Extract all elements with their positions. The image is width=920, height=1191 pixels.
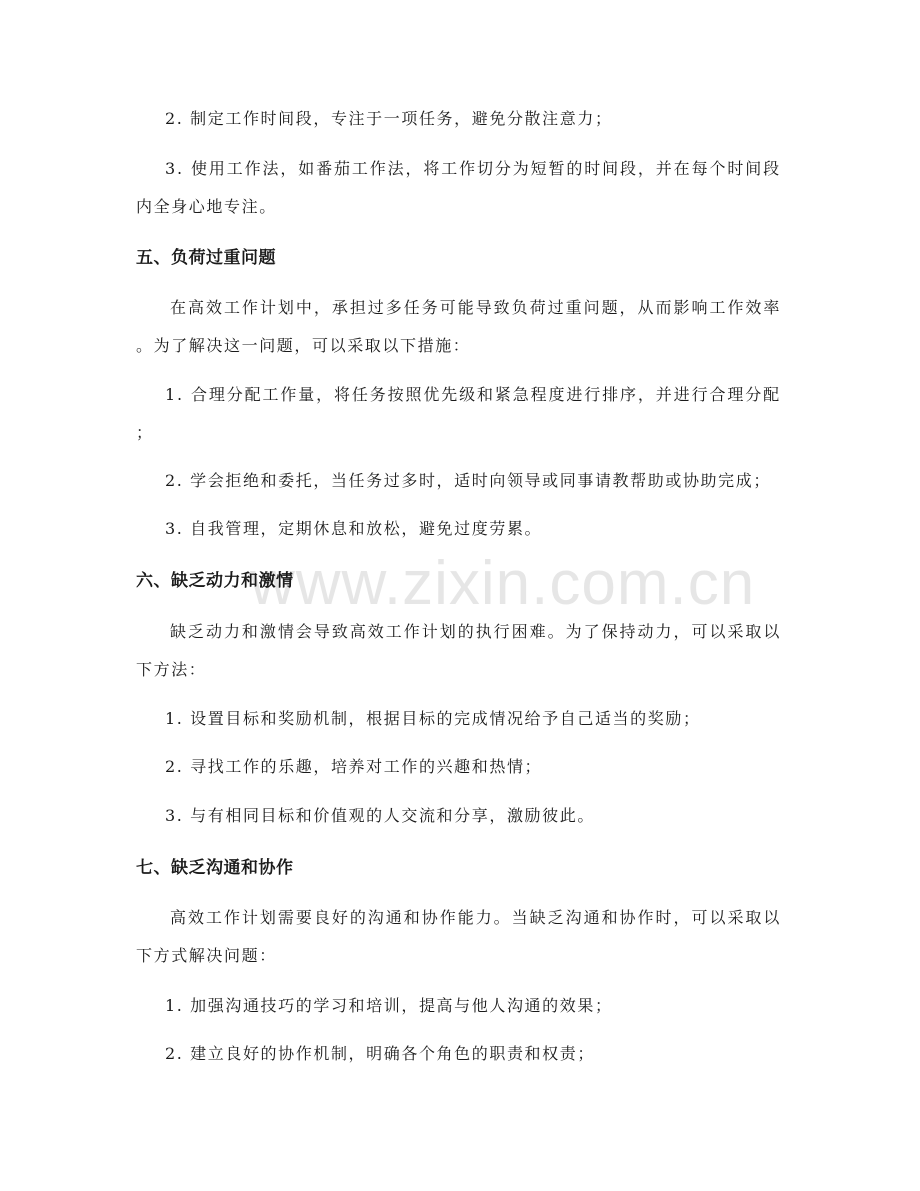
paragraph-line: 3. 使用工作法，如番茄工作法，将工作切分为短暂的时间段，并在每个时间段	[165, 159, 781, 178]
section-heading: 五、负荷过重问题	[136, 248, 276, 268]
paragraph-line: ；	[136, 423, 154, 442]
paragraph-line: 缺乏动力和激情会导致高效工作计划的执行困难。为了保持动力，可以采取以	[170, 622, 782, 641]
paragraph-line: 下方式解决问题：	[136, 946, 277, 965]
paragraph-line: 高效工作计划需要良好的沟通和协作能力。当缺乏沟通和协作时，可以采取以	[170, 908, 782, 927]
paragraph-line: 2. 学会拒绝和委托，当任务过多时，适时向领导或同事请教帮助或协助完成；	[165, 471, 771, 490]
section-heading: 七、缺乏沟通和协作	[136, 858, 294, 878]
paragraph-line: 3. 自我管理，定期休息和放松，避免过度劳累。	[165, 519, 543, 538]
paragraph-line: 1. 设置目标和奖励机制，根据目标的完成情况给予自己适当的奖励；	[165, 709, 701, 728]
paragraph-line: 2. 寻找工作的乐趣，培养对工作的兴趣和热情；	[165, 757, 543, 776]
paragraph-line: 1. 加强沟通技巧的学习和培训，提高与他人沟通的效果；	[165, 996, 613, 1015]
paragraph-line: 2. 制定工作时间段，专注于一项任务，避免分散注意力；	[165, 109, 613, 128]
paragraph-line: 2. 建立良好的协作机制，明确各个角色的职责和权责；	[165, 1044, 595, 1063]
paragraph-line: 1. 合理分配工作量，将任务按照优先级和紧急程度进行排序，并进行合理分配	[165, 385, 781, 404]
paragraph-line: 。为了解决这一问题，可以采取以下措施：	[136, 336, 471, 355]
paragraph-line: 内全身心地专注。	[136, 197, 277, 216]
paragraph-line: 在高效工作计划中，承担过多任务可能导致负荷过重问题，从而影响工作效率	[170, 298, 782, 317]
paragraph-line: 下方法：	[136, 660, 207, 679]
paragraph-line: 3. 与有相同目标和价值观的人交流和分享，激励彼此。	[165, 806, 595, 825]
section-heading: 六、缺乏动力和激情	[136, 571, 294, 591]
watermark: www.zixin.com.cn	[250, 549, 756, 618]
